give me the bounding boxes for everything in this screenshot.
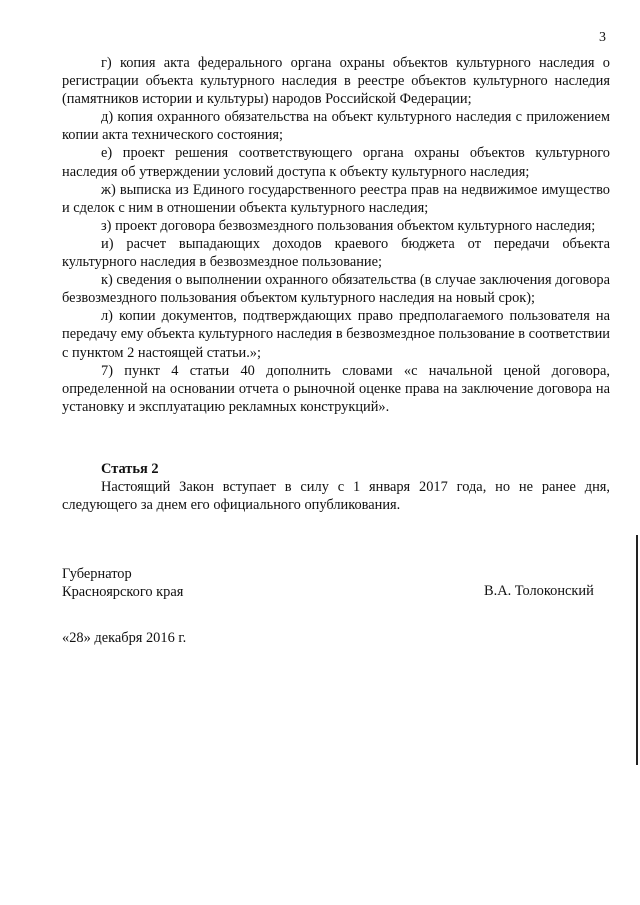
page-number: 3 [599,30,606,45]
signature-title-line-1: Губернатор [62,566,132,582]
paragraph-z: з) проект договора безвозмездного пользования объектом культурного наследия; [101,217,596,234]
paragraph-7: 7) пункт 4 статьи 40 дополнить словами «с начальной ценой договора, определенной на основании отчета о рыночной оценке права на заключение договора на установку и эксплуатацию рекламных конструкций». [62,362,610,415]
signature-title-line-2: Красноярского края [62,584,184,601]
scan-edge-line [636,535,638,765]
signatory-name: В.А. Толоконский [484,583,594,599]
paragraph-d: д) копия охранного обязательства на объект культурного наследия с приложением копии акта технического состояния; [62,109,610,144]
signing-date: «28» декабря 2016 г. [62,630,187,646]
paragraph-zh: ж) выписка из Единого государственного реестра прав на недвижимое имущество и сделок с ним в отношении объекта культурного наследия; [62,181,610,216]
paragraph-l: л) копии документов, подтверждающих право предполагаемого пользователя на передачу ему объекта культурного наследия в безвозмездное пользование в соответствии с пунктом 2 настоящей статьи.»; [62,308,610,361]
article-2-text: Настоящий Закон вступает в силу с 1 января 2017 года, но не ранее дня, следующего за днем его официального опубликования. [62,479,610,514]
paragraph-k: к) сведения о выполнении охранного обязательства (в случае заключения договора безвозмездного пользования объектом культурного наследия на новый срок); [62,272,610,307]
paragraph-e: е) проект решения соответствующего органа охраны объектов культурного наследия об утверждении условий доступа к объекту культурного наследия; [62,145,610,180]
document-body [62,54,610,416]
paragraph-i: и) расчет выпадающих доходов краевого бюджета от передачи объекта культурного наследия в безвозмездное пользование; [62,235,610,271]
signature-title [62,565,183,601]
article-2-heading: Статья 2 [101,461,159,477]
paragraph-g: г) копия акта федерального органа охраны объектов культурного наследия о регистрации объекта культурного наследия в реестре объектов культурного наследия (памятников истории и культуры) народов Российской Федерации; [62,55,610,108]
